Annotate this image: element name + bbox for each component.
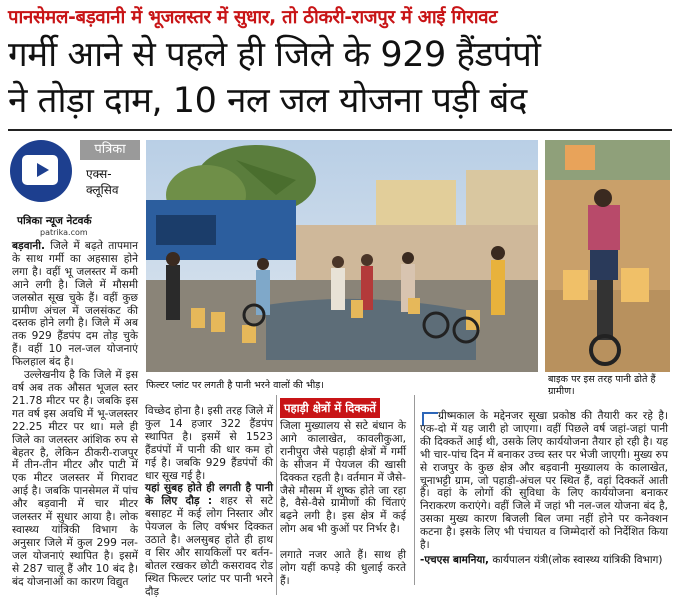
- brand-name: पत्रिका: [80, 140, 140, 160]
- official-name: -एचएस बामनिया,: [420, 554, 490, 566]
- photo-bike-water: [545, 140, 670, 372]
- section-box-head: [280, 398, 408, 418]
- dateline: बड़वानी.: [12, 240, 45, 252]
- section-title: पहाड़ी क्षेत्रों में दिक्कतें: [280, 398, 380, 418]
- play-icon: [22, 155, 58, 185]
- brand-block: [10, 140, 138, 202]
- column-2-subhead: यहां सुबह होते ही लगती है पानी के लिए दौड़ :: [145, 482, 273, 508]
- caption-photo-2: बाइक पर इस तरह पानी ढोते हैं ग्रामीण।: [548, 374, 656, 397]
- logo-circle: [10, 140, 72, 202]
- byline: पत्रिका न्यूज नेटवर्क: [17, 215, 92, 227]
- column-3: [280, 420, 406, 588]
- photo-filter-plant: [146, 140, 538, 372]
- headline-rule: [8, 129, 672, 131]
- caption-photo-1: फिल्टर प्लांट पर लगती है पानी भरने वालों की भीड़।: [146, 380, 324, 391]
- column-2: [145, 405, 273, 599]
- column-3-para-1: जिला मुख्यालय से सटे बंधान के आगे कालाखेत, कावलीकुआ, रानीपुरा जैसे पहाड़ी क्षेत्रों में गर्मी के सीजन में पेयजल की खासी दिक्कत रहती है। वर्तमान में जैसे-जैसे मौसम में शुष्क होते जा रहा है, वैसे-वैसे ग्रामीणों की चिंताएं बढ़ने लगी है। इस क्षेत्र में कई लोग अब भी कुओं पर निर्भर है।: [280, 420, 406, 536]
- column-2-para-1: विच्छेद होना है। इसी तरह जिले में कुल 14 हजार 322 हैंडपंप स्थापित है। इसमें से 1523 हैंडपंपों में पानी की धार कम हो गई है। जबकि 929 हैंडपंपों की धार सूख गई है।: [145, 405, 273, 482]
- column-3-para-2: लगाते नजर आते हैं। साथ ही लोग यहीं कपड़े की धुलाई करते हैं।: [280, 549, 406, 587]
- site-url: patrika.com: [40, 228, 88, 237]
- column-1-para-2: उल्लेखनीय है कि जिले में इस वर्ष अब तक औसत भूजल स्तर 21.78 मीटर पर है। जबकि इस गत वर्ष इस अवधि में भू-जलस्तर 22.25 मीटर पर था। मले ही जिले का जलस्तर आंशिक रुप से बेहतर है, लेकिन ठीकरी-राजपुर में तीन-तीन मीटर और पाटी में एक मीटर जलस्तर में गिरावट आई है। जबकि पानसेमल में पांच और बड़वानी में चार मीटर जलस्तर में सुधार आया है। लोक स्वास्थ्य यांत्रिकी विभाग के अनुसार जिले में कुल 299 नल-जल योजनाएं स्थापित है। इसमें से 287 चालू हैं और 10 बंद है। बंद योजनाओं का कारण विद्युत: [12, 369, 138, 588]
- column-divider: [276, 395, 277, 595]
- column-1: [12, 240, 138, 588]
- column-2-para-2: शहर से सटे बसाहट में कई लोग निस्तार और पेयजल के लिए वर्षभर दिक्कत उठाते है। अलसुबह होते ही हाथ व सिर और सायकिलों पर बर्तन-बोतल रखकर छोटी कसरावद रोड स्थित फिल्टर प्लांट पर पानी भरने दौड़: [145, 495, 273, 598]
- column-4-quote: [420, 410, 668, 552]
- column-1-para-1: जिले में बढ़ते तापमान के साथ गर्मी का अहसास होने लगा है। वहीं भू जलस्तर में कमी आने लगी है। जिले में मौसमी जलस्रोत सूख चुके हैं। वहीं कुछ ग्रामीण अंचल में जलसंकट की दस्तक होने लगी है। जिले में अब तक 929 हैंडपंप दम तोड़ चुके हैं। वहीं 10 नल-जल योजनाएं फिलहाल बंद है।: [12, 240, 138, 369]
- official-quote: ग्रीष्मकाल के मद्देनजर सूखा प्रकोष्ठ की तैयारी कर रहे है। एक-दो में यह जारी हो जाएगा। वहीं पिछले वर्ष जहां-जहां पानी की दिक्कतें आई थी, उसके लिए कार्ययोजना तैयार हो रही है। यह भी चार-पांच दिन में बनाकर उच्च स्तर पर भेजी जाएगी। मुख्य रुप से राजपुर के कुछ क्षेत्र और बड़वानी मुख्यालय के कालाखेत, चूनाभट्टी ग्राम, जो पहाड़ी-अंचल पर स्थित हैं, वहां दिक्कतें आती है। वहां के लोगों की सुविधा के लिए कार्ययोजना बनाकर निराकरण कराएंगे। वहीं जिले में जहां भी नल-जल योजना बंद है, उसका मुख्य कारण बिजली बिल जमा नहीं होने पर कनेक्शन कटना है। इसके लिए भी पंचायत व जिम्मेदारों को निर्देशित किया है।: [420, 410, 668, 552]
- official-designation: कार्यपालन यंत्री(लोक स्वास्थ्य यांत्रिकी विभाग): [489, 554, 663, 566]
- headline: गर्मी आने से पहले ही जिले के 929 हैंडपंपों ने तोड़ा दाम, 10 नल जल योजना पड़ी बंद: [8, 35, 541, 121]
- exclusive-label: एक्स- क्लूसिव: [86, 167, 119, 197]
- kicker: पानसेमल-बड़वानी में भूजलस्तर में सुधार, तो ठीकरी-राजपुर में आई गिरावट: [8, 7, 498, 28]
- column-divider: [414, 395, 415, 585]
- quote-attribution: [420, 553, 672, 567]
